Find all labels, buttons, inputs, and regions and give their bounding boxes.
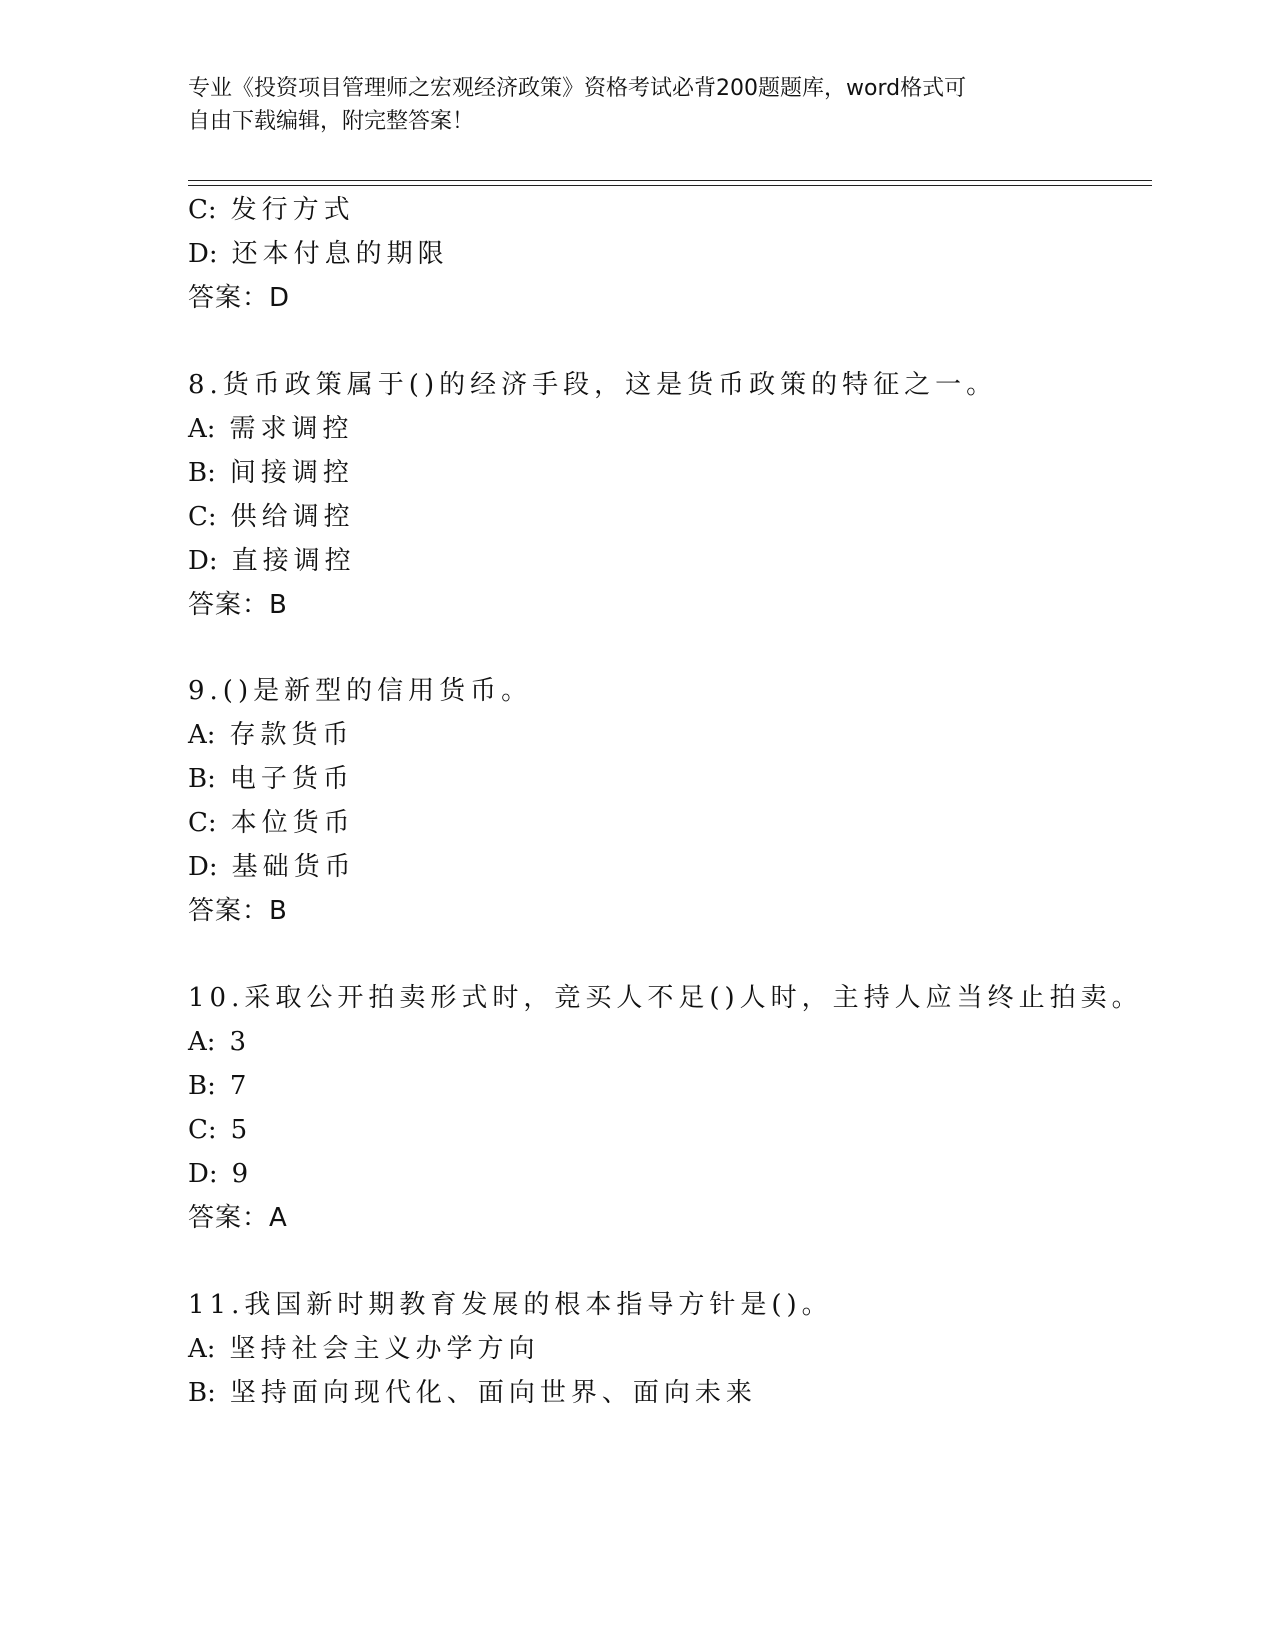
option-letter: D: [188, 852, 209, 882]
option-letter: D: [188, 239, 209, 269]
q10-stem: 10.采取公开拍卖形式时，竞买人不足()人时，主持人应当终止拍卖。: [188, 983, 1143, 1013]
option-text: 基础货币: [231, 852, 356, 882]
option-text: 供给调控: [230, 502, 355, 532]
option-separator: :: [206, 1334, 216, 1364]
q7-option-c: [188, 193, 355, 227]
q11-option-a: [188, 1332, 540, 1366]
option-letter: D: [188, 1159, 209, 1189]
option-text: 还本付息的期限: [231, 239, 449, 269]
option-separator: :: [207, 502, 217, 532]
q10-option-b: [188, 1069, 251, 1103]
q11-stem: 11.我国新时期教育发展的根本指导方针是()。: [188, 1290, 833, 1320]
option-separator: :: [207, 808, 217, 838]
option-text: 直接调控: [231, 546, 356, 576]
option-text: 间接调控: [229, 458, 354, 488]
q9-option-d: [188, 850, 356, 884]
q8-stem: 8.货币政策属于()的经济手段，这是货币政策的特征之一。: [188, 370, 998, 400]
header-line-1: 专业《投资项目管理师之宏观经济政策》资格考试必背200题题库，word格式可: [188, 76, 967, 101]
q9-option-c: [188, 806, 355, 840]
q8-option-c: [188, 500, 355, 534]
option-text: 存款货币: [229, 720, 354, 750]
option-letter: B: [188, 458, 208, 488]
option-separator: :: [207, 764, 216, 794]
option-letter: C: [188, 195, 208, 225]
option-separator: :: [207, 195, 217, 225]
q8-option-a: [188, 412, 354, 446]
q10-option-a: [188, 1025, 251, 1059]
q9-option-b: [188, 762, 354, 796]
option-separator: :: [207, 1378, 216, 1408]
option-separator: :: [208, 1159, 218, 1189]
q7-answer: 答案：D: [188, 283, 291, 313]
option-separator: :: [206, 414, 216, 444]
option-letter: B: [188, 1071, 208, 1101]
q9-stem: 9.()是新型的信用货币。: [188, 676, 533, 706]
document-header: [188, 72, 1068, 138]
option-separator: :: [206, 1027, 216, 1057]
option-separator: :: [206, 720, 216, 750]
q10-option-d: [188, 1157, 253, 1191]
q11-option-b: [188, 1376, 757, 1410]
option-text: 坚持面向现代化、面向世界、面向未来: [229, 1378, 757, 1408]
option-letter: C: [188, 502, 208, 532]
option-separator: :: [208, 852, 218, 882]
q8-option-d: [188, 544, 356, 578]
option-text: 本位货币: [230, 808, 355, 838]
q8-option-b: [188, 456, 354, 490]
option-letter: D: [188, 546, 209, 576]
option-text: 9: [231, 1159, 254, 1189]
option-text: 5: [230, 1115, 253, 1145]
option-text: 发行方式: [230, 195, 355, 225]
option-letter: B: [188, 764, 208, 794]
option-letter: A: [188, 1027, 207, 1057]
q10-answer: 答案：A: [188, 1203, 288, 1233]
q7-option-d: [188, 237, 449, 271]
q8-answer: 答案：B: [188, 590, 288, 620]
option-text: 电子货币: [229, 764, 354, 794]
option-separator: :: [208, 239, 218, 269]
option-letter: A: [188, 414, 207, 444]
option-separator: :: [207, 1115, 217, 1145]
header-divider-bottom: [188, 185, 1152, 186]
option-text: 需求调控: [229, 414, 354, 444]
option-letter: C: [188, 808, 208, 838]
option-letter: C: [188, 1115, 208, 1145]
option-separator: :: [207, 1071, 216, 1101]
q9-answer: 答案：B: [188, 896, 288, 926]
option-separator: :: [207, 458, 216, 488]
option-letter: A: [188, 1334, 207, 1364]
q9-option-a: [188, 718, 354, 752]
option-text: 坚持社会主义办学方向: [229, 1334, 540, 1364]
header-line-2: 自由下载编辑，附完整答案！: [188, 109, 475, 134]
option-text: 7: [229, 1071, 252, 1101]
option-letter: B: [188, 1378, 208, 1408]
header-divider-top: [188, 180, 1152, 181]
option-text: 3: [229, 1027, 252, 1057]
q10-option-c: [188, 1113, 252, 1147]
option-letter: A: [188, 720, 207, 750]
option-separator: :: [208, 546, 218, 576]
